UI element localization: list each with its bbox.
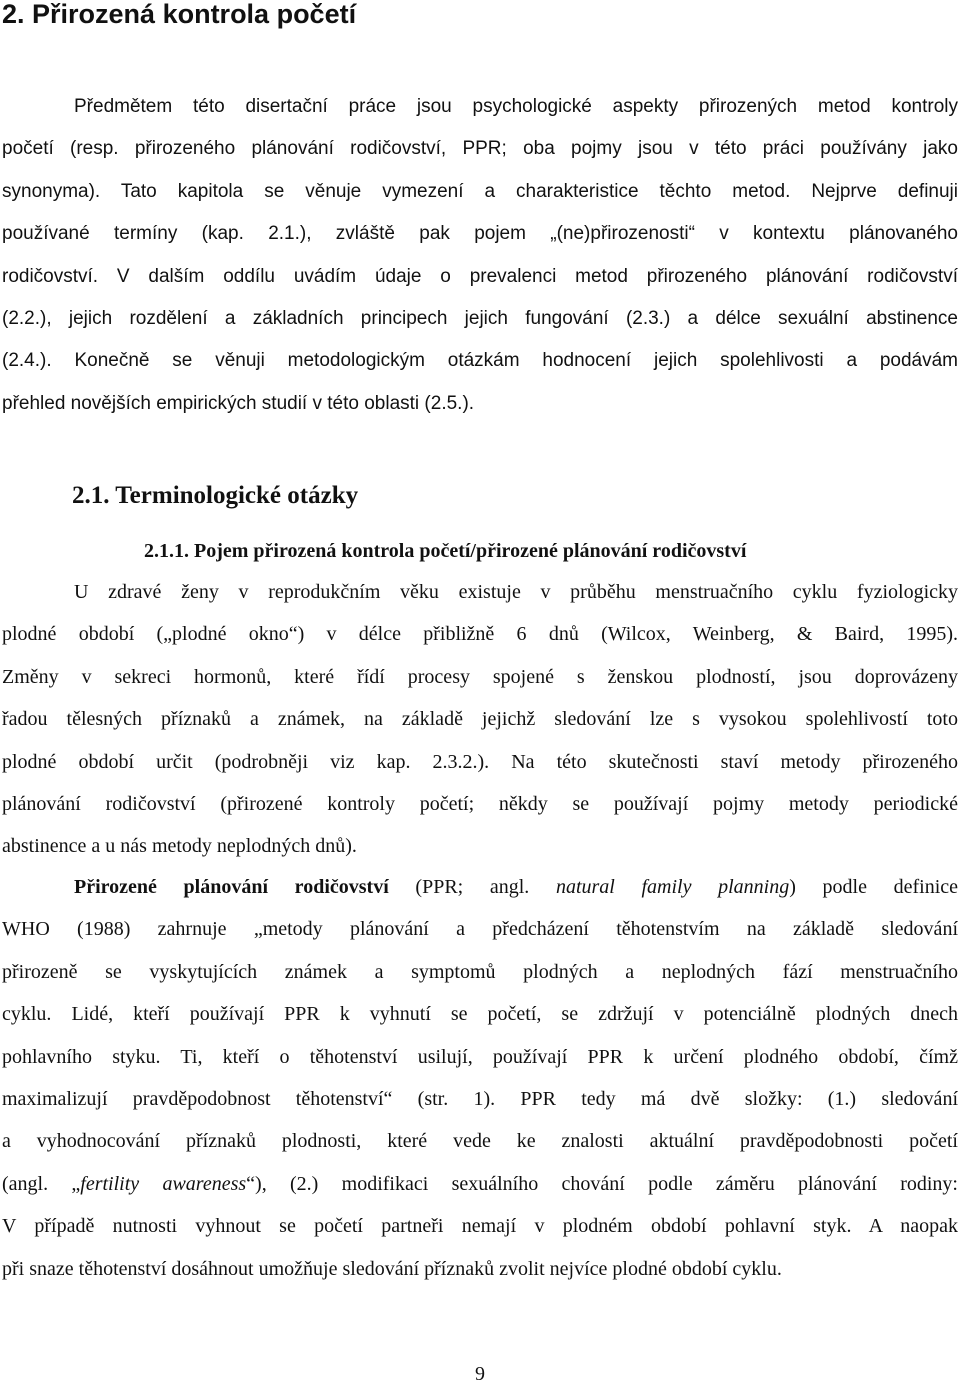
paragraph-line: plodné období („plodné okno“) v délce přibližně 6 dnů (Wilcox, Weinberg, & Baird, 1995). xyxy=(2,623,958,646)
inline-text: (angl. „ xyxy=(2,1172,81,1195)
inline-text: ) podle definice xyxy=(789,876,958,898)
paragraph-line: abstinence a u nás metody neplodných dnů). xyxy=(2,835,357,858)
paragraph-line: řadou tělesných příznaků a známek, na základě jejichž sledování lze s vysokou spolehlivostí toto xyxy=(2,708,958,731)
inline-text: (PPR; angl. xyxy=(388,876,556,898)
inline-text: “), (2.) modifikaci sexuálního chování podle záměru plánování rodiny: xyxy=(246,1172,958,1195)
body-paragraph-2 xyxy=(2,866,958,1290)
paragraph-line: WHO (1988) zahrnuje „metody plánování a předcházení těhotenstvím na základě sledování xyxy=(2,918,958,941)
paragraph-line: V případě nutnosti vyhnout se početí partneři nemají v plodném období pohlavní styk. A naopak xyxy=(2,1215,958,1238)
paragraph-line: plodné období určit (podrobněji viz kap. 2.3.2.). Na této skutečnosti staví metody přirozeného xyxy=(2,750,958,773)
paragraph-line: U zdravé ženy v reprodukčním věku existuje v průběhu menstruačního cyklu fyziologicky xyxy=(74,581,958,603)
section-title: 2.1. Terminologické otázky xyxy=(72,482,359,509)
paragraph-line: přirozeně se vyskytujících známek a symptomů plodných a neplodných fází menstruačního xyxy=(2,960,958,983)
chapter-title: 2. Přirozená kontrola početí xyxy=(2,0,357,29)
intro-line: (2.4.). Konečně se věnuji metodologickým otázkám hodnocení jejich spolehlivosti a podávám xyxy=(2,350,958,372)
english-term: natural family planning xyxy=(555,876,790,898)
paragraph-line: plánování rodičovství (přirozené kontroly početí; někdy se používají pojmy metody periodické xyxy=(2,793,958,816)
english-term: fertility awareness xyxy=(80,1172,247,1195)
intro-line: početí (resp. přirozeného plánování rodičovství, PPR; oba pojmy jsou v této práci používány jako xyxy=(2,138,958,160)
paragraph-line: maximalizují pravděpodobnost těhotenství“ (str. 1). PPR tedy má dvě složky: (1.) sledování xyxy=(2,1088,958,1111)
intro-paragraph xyxy=(2,86,958,425)
intro-line: (2.2.), jejich rozdělení a základních principech jejich fungování (2.3.) a délce sexuální abstinence xyxy=(2,308,958,330)
paragraph-line: cyklu. Lidé, kteří používají PPR k vyhnutí se početí, se zdržují v potenciálně plodných dnech xyxy=(2,1003,958,1026)
paragraph-line: pohlavního styku. Ti, kteří o těhotenství usilují, používají PPR k určení plodného období, čímž xyxy=(2,1045,958,1068)
intro-line: rodičovství. V dalším oddílu uvádím údaje o prevalenci metod přirozeného plánování rodičovství xyxy=(2,265,958,287)
intro-line: synonyma). Tato kapitola se věnuje vymezení a charakteristice těchto metod. Nejprve definuji xyxy=(2,180,958,202)
paragraph-line: při snaze těhotenství dosáhnout umožňuje sledování příznaků zvolit nejvíce plodné období cyklu. xyxy=(2,1257,782,1280)
intro-line: Předmětem této disertační práce jsou psychologické aspekty přirozených metod kontroly xyxy=(74,96,958,117)
page-number: 9 xyxy=(475,1363,485,1385)
intro-line: přehled novějších empirických studií v této oblasti (2.5.). xyxy=(2,392,475,414)
paragraph-line xyxy=(2,866,958,908)
paragraph-line: a vyhodnocování příznaků plodnosti, které vede ke znalosti aktuální pravděpodobnosti početí xyxy=(2,1130,958,1153)
paragraph-line: Změny v sekreci hormonů, které řídí procesy spojené s ženskou plodností, jsou doprovázeny xyxy=(2,665,958,688)
defined-term: Přirozené plánování rodičovství xyxy=(74,876,389,898)
paragraph-line xyxy=(2,1163,958,1205)
subsection-title: 2.1.1. Pojem přirozená kontrola početí/přirozené plánování rodičovství xyxy=(144,540,747,562)
intro-line: používané termíny (kap. 2.1.), zvláště pak pojem „(ne)přirozenosti“ v kontextu plánovaného xyxy=(2,223,958,245)
body-paragraph-1 xyxy=(2,571,958,868)
